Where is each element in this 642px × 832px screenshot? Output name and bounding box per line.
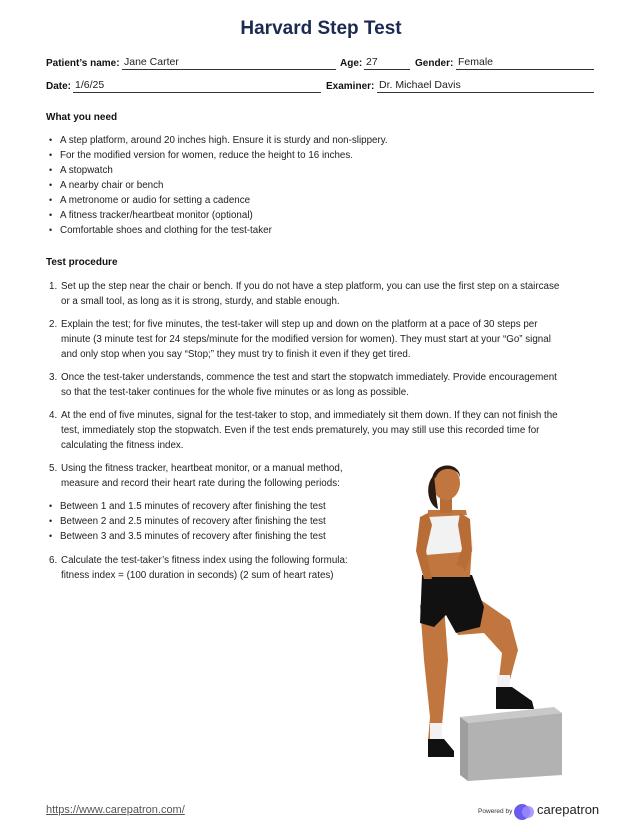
step-line: and only stop when you say “Stop;” they must try to finish it even if they get tired. (61, 349, 411, 361)
age-label: Age: (340, 58, 363, 69)
needs-list (46, 133, 388, 238)
step-line: Calculate the test-taker’s fitness index using the following formula: (61, 555, 348, 566)
date-field[interactable]: 1/6/25 (73, 79, 321, 93)
examiner-field[interactable]: Dr. Michael Davis (377, 79, 594, 93)
step-line: so that the test-taker continues for the whole five minutes or as long as possible. (61, 387, 409, 399)
list-item: • A metronome or audio for setting a cadence (46, 193, 388, 208)
date-label: Date: (46, 81, 72, 92)
examiner-label: Examiner: (326, 81, 375, 92)
recovery-list (46, 499, 326, 544)
step-line: Using the fitness tracker, heartbeat monitor, or a manual method, (61, 463, 343, 474)
list-item: • For the modified version for women, reduce the height to 16 inches. (46, 148, 388, 163)
carepatron-logo-icon (514, 803, 534, 821)
step-number: 6. (49, 555, 58, 566)
step-line: Once the test-taker understands, commence the test and start the stopwatch immediately. Provide encouragement (61, 372, 557, 383)
procedure-heading: Test procedure (46, 257, 118, 268)
step-line: Explain the test; for five minutes, the test-taker will step up and down on the platform at a pace of 30 steps per (61, 319, 538, 330)
page-title: Harvard Step Test (240, 18, 402, 39)
list-item: • A nearby chair or bench (46, 178, 388, 193)
gender-label: Gender: (415, 58, 454, 69)
brand-name: carepatron (537, 802, 600, 817)
powered-by-label: Powered by (478, 808, 513, 815)
list-item: • Between 1 and 1.5 minutes of recovery after finishing the test (46, 499, 326, 514)
step-box-front (468, 713, 562, 781)
list-item: • Comfortable shoes and clothing for the test-taker (46, 223, 388, 238)
step-number: 1. (49, 281, 58, 292)
list-item: • A fitness tracker/heartbeat monitor (optional) (46, 208, 388, 223)
list-item: • A stopwatch (46, 163, 388, 178)
gender-field[interactable]: Female (456, 56, 594, 70)
step-line: minute (3 minute test for 24 steps/minute for the modified version for women). They must start at your “Go” signal (61, 334, 551, 346)
step-line: At the end of five minutes, signal for the test-taker to stop, and immediately sit them down. If they can not finish the (61, 410, 558, 421)
step-line: test, immediately stop the stopwatch. Even if the test ends prematurely, you may still use this recorded time for (61, 425, 540, 437)
list-item: • Between 3 and 3.5 minutes of recovery after finishing the test (46, 529, 326, 544)
step-number: 5. (49, 463, 58, 474)
step-line: fitness index = (100 duration in seconds) (2 sum of heart rates) (61, 570, 334, 582)
step-number: 3. (49, 372, 58, 383)
woman-stepping-illustration (398, 455, 568, 785)
step-number: 4. (49, 410, 58, 421)
step-number: 2. (49, 319, 58, 330)
step-line: calculating the fitness index. (61, 440, 184, 452)
step-box-side (460, 717, 468, 781)
list-item: • Between 2 and 2.5 minutes of recovery after finishing the test (46, 514, 326, 529)
age-field[interactable]: 27 (364, 56, 410, 70)
list-item: • A step platform, around 20 inches high. Ensure it is sturdy and non-slippery. (46, 133, 388, 148)
step-line: Set up the step near the chair or bench. If you do not have a step platform, you can use the first step on a staircase (61, 281, 560, 292)
step-line: measure and record their heart rate during the following periods: (61, 478, 340, 490)
step-line: or a small tool, as long as it is strong, sturdy, and stable enough. (61, 296, 340, 308)
needs-heading: What you need (46, 112, 118, 123)
patient-name-field[interactable]: Jane Carter (122, 56, 336, 70)
patient-name-label: Patient’s name: (46, 58, 120, 69)
footer-link[interactable]: https://www.carepatron.com/ (46, 804, 185, 816)
